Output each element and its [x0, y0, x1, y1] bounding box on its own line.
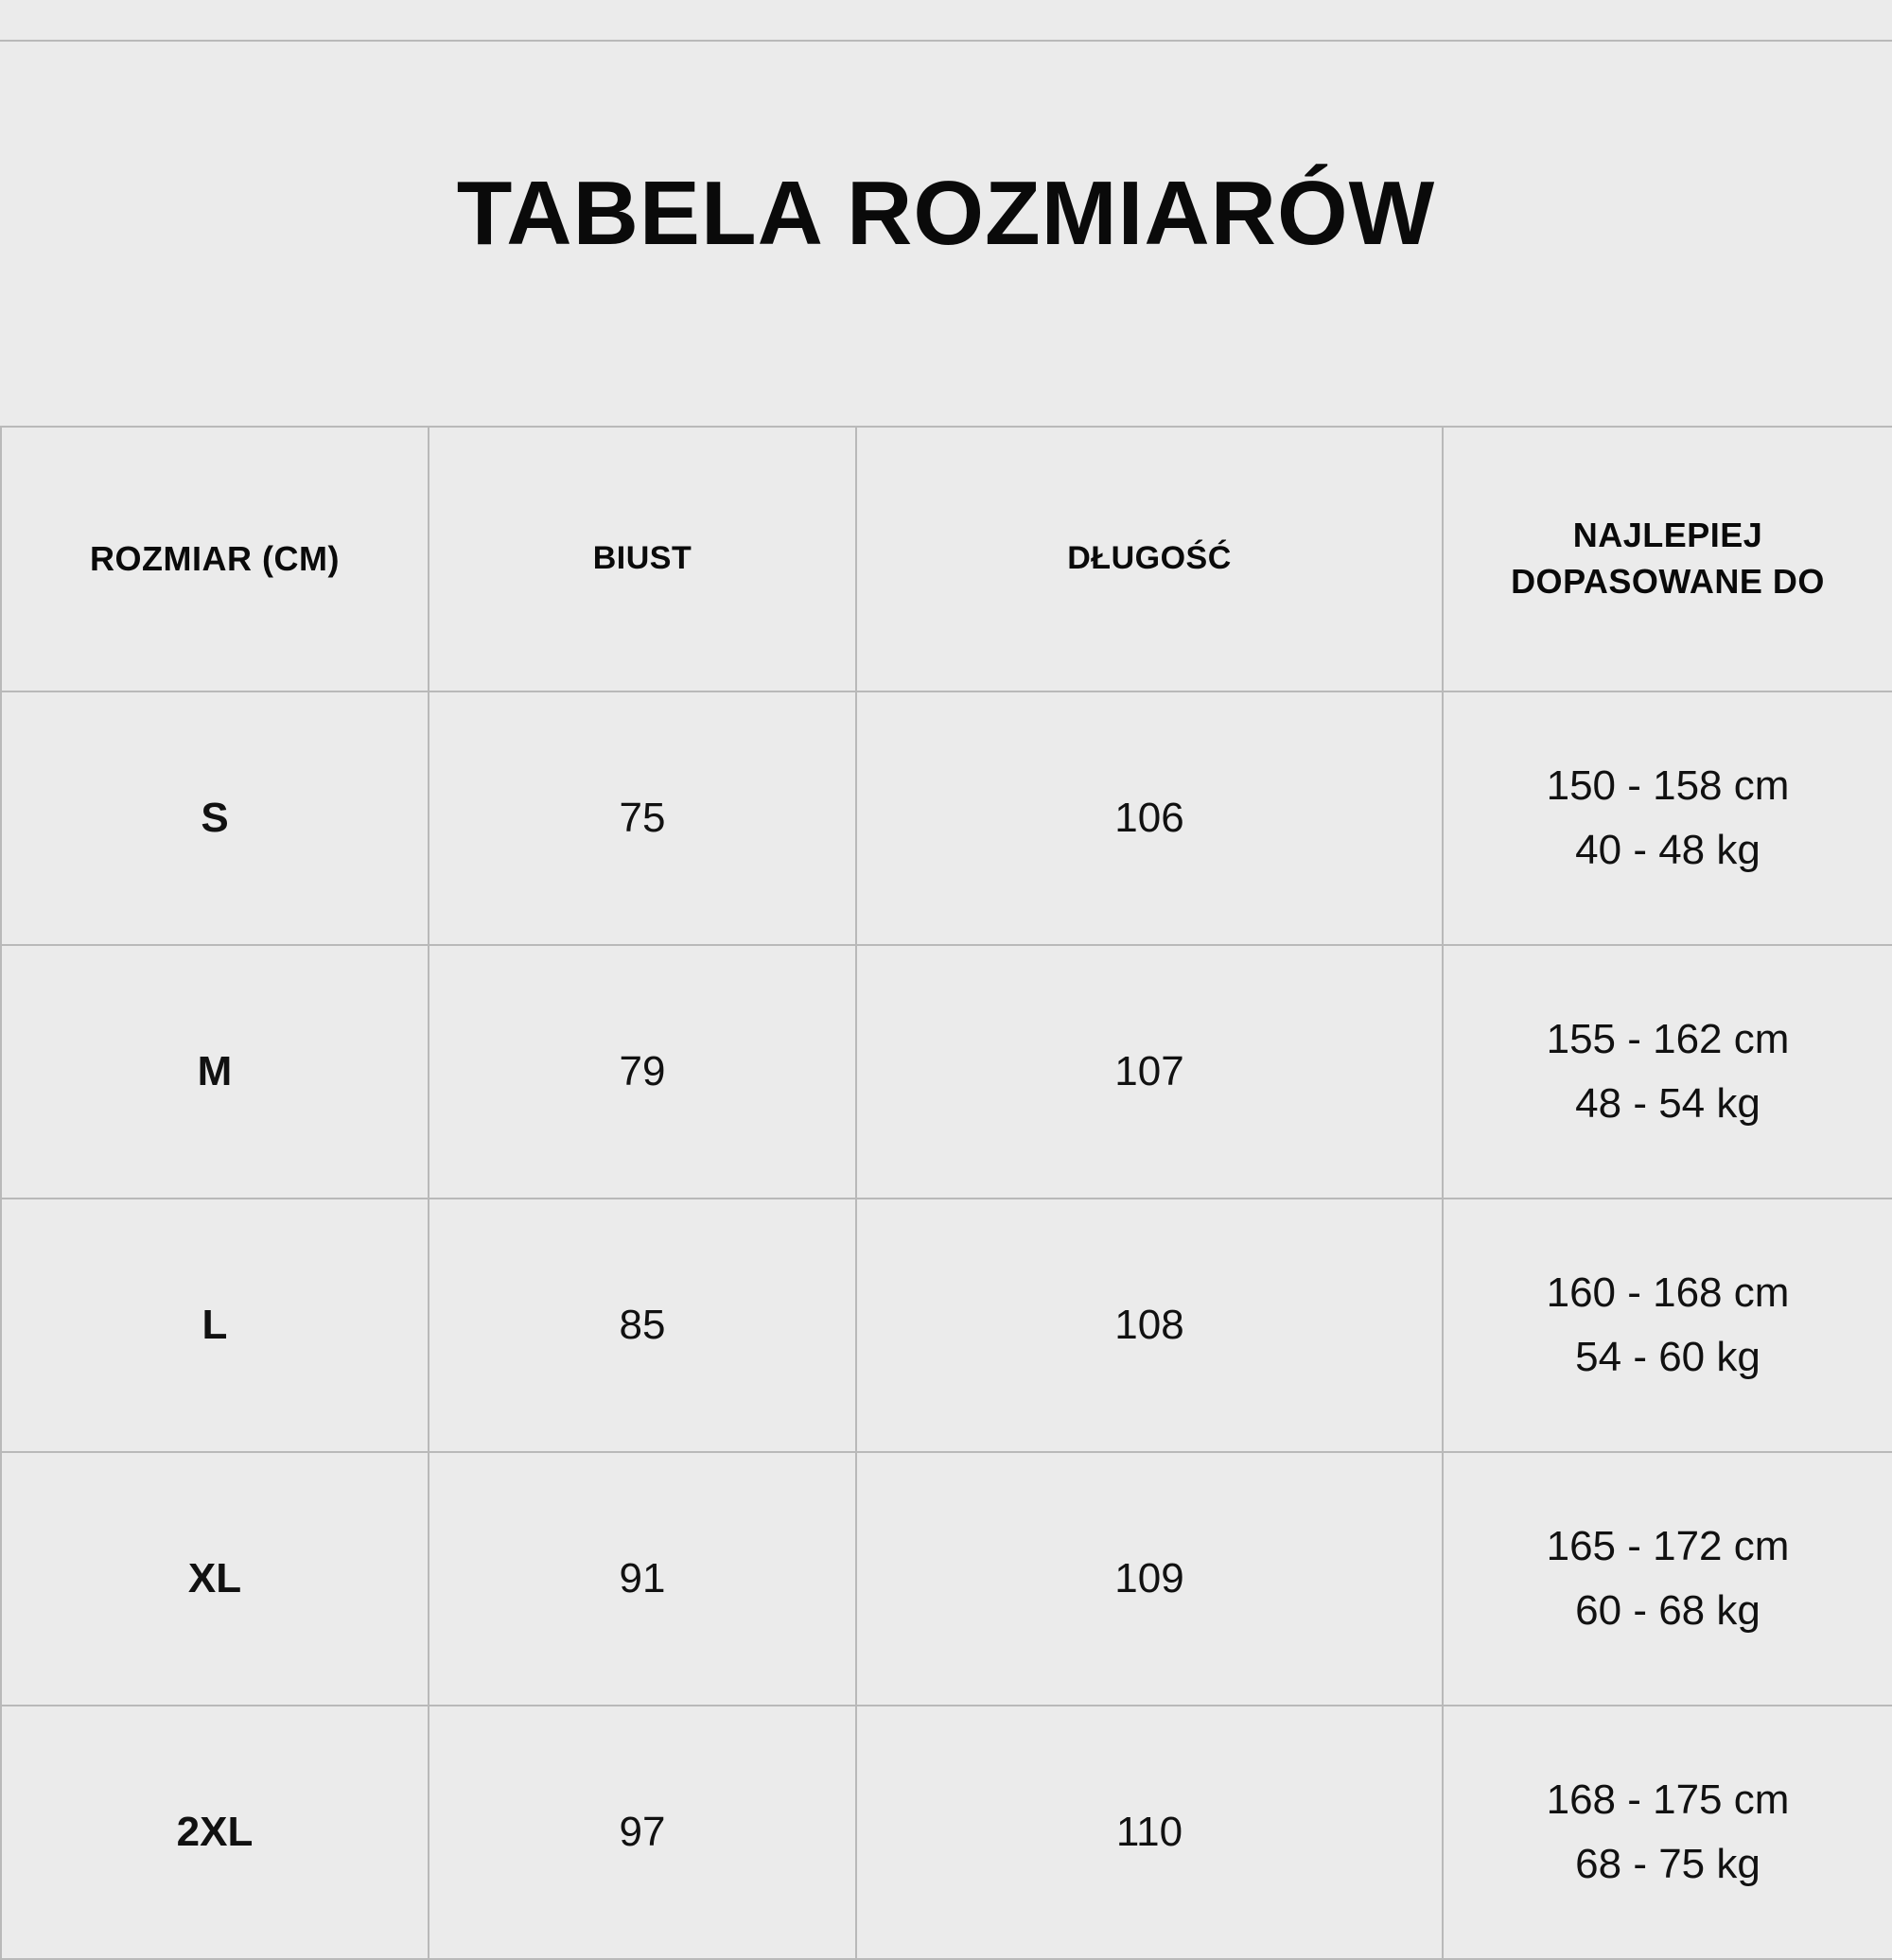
cell-size: M: [1, 945, 429, 1199]
cell-size: L: [1, 1199, 429, 1452]
cell-length: 106: [856, 691, 1443, 945]
table-row: [1, 945, 1892, 1199]
table-row: [1, 1706, 1892, 1959]
cell-bust: 79: [429, 945, 856, 1199]
cell-size: XL: [1, 1452, 429, 1706]
cell-bust: 75: [429, 691, 856, 945]
cell-best-fit: [1443, 1452, 1892, 1706]
column-header-length: DŁUGOŚĆ: [856, 427, 1443, 691]
column-header-size: ROZMIAR (CM): [1, 427, 429, 691]
cell-best-fit-weight: 68 - 75 kg: [1575, 1841, 1761, 1887]
cell-best-fit: [1443, 1706, 1892, 1959]
cell-best-fit-weight: 48 - 54 kg: [1575, 1080, 1761, 1127]
table-row: [1, 1452, 1892, 1706]
cell-best-fit-weight: 40 - 48 kg: [1575, 827, 1761, 873]
table-header: [1, 427, 1892, 691]
column-header-best-fit-line2: DOPASOWANE DO: [1511, 562, 1825, 601]
column-header-best-fit: [1443, 427, 1892, 691]
cell-size: S: [1, 691, 429, 945]
cell-best-fit-weight: 54 - 60 kg: [1575, 1334, 1761, 1380]
cell-best-fit-height: 165 - 172 cm: [1546, 1522, 1790, 1569]
column-header-best-fit-line1: NAJLEPIEJ: [1572, 516, 1763, 555]
cell-best-fit: [1443, 691, 1892, 945]
table-row: [1, 1199, 1892, 1452]
cell-best-fit: [1443, 945, 1892, 1199]
cell-bust: 91: [429, 1452, 856, 1706]
cell-length: 107: [856, 945, 1443, 1199]
cell-best-fit-height: 155 - 162 cm: [1546, 1015, 1790, 1062]
cell-length: 108: [856, 1199, 1443, 1452]
cell-bust: 97: [429, 1706, 856, 1959]
cell-size: 2XL: [1, 1706, 429, 1959]
cell-length: 110: [856, 1706, 1443, 1959]
cell-length: 109: [856, 1452, 1443, 1706]
cell-bust: 85: [429, 1199, 856, 1452]
table-row: [1, 691, 1892, 945]
top-divider: [0, 40, 1892, 42]
column-header-bust: BIUST: [429, 427, 856, 691]
cell-best-fit-height: 168 - 175 cm: [1546, 1776, 1790, 1823]
cell-best-fit: [1443, 1199, 1892, 1452]
size-chart-table: [0, 426, 1892, 1960]
page-title: TABELA ROZMIARÓW: [456, 163, 1436, 264]
cell-best-fit-height: 160 - 168 cm: [1546, 1269, 1790, 1316]
cell-best-fit-weight: 60 - 68 kg: [1575, 1587, 1761, 1634]
table-header-row: [1, 427, 1892, 691]
table-body: [1, 691, 1892, 1959]
cell-best-fit-height: 150 - 158 cm: [1546, 761, 1790, 809]
